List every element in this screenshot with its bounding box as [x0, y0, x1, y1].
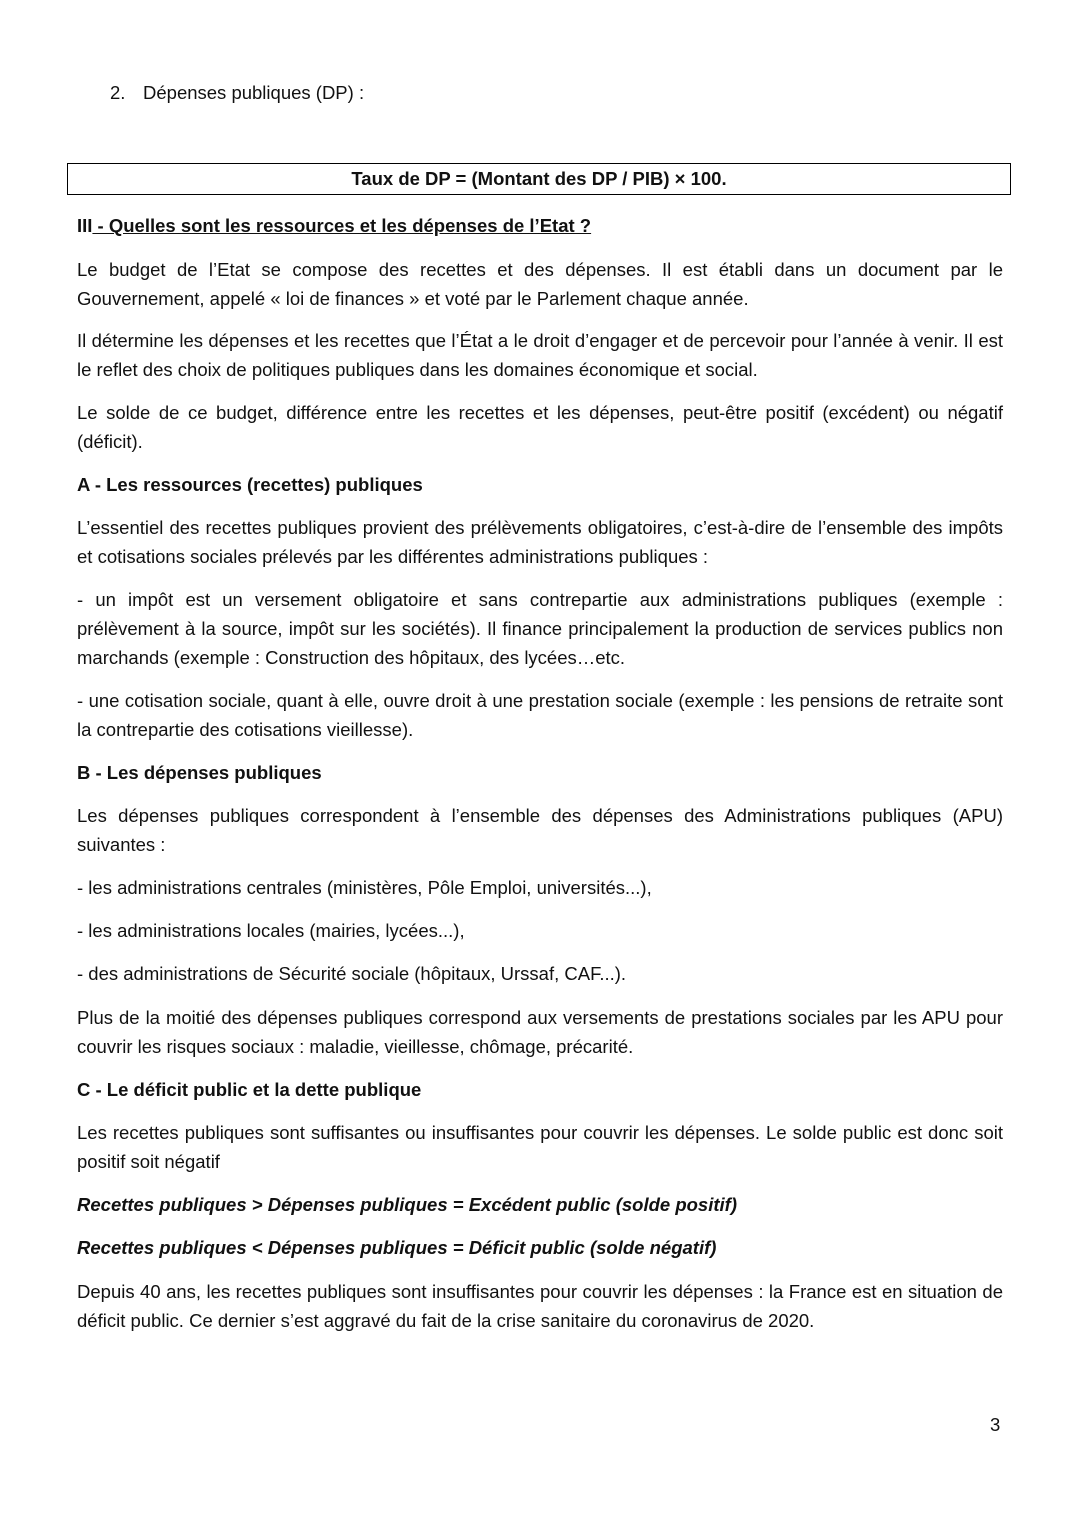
section-a-paragraph-3: - une cotisation sociale, quant à elle, ouvre droit à une prestation sociale (exemple : les pensions de retraite sont la contrepartie des cotisations vieillesse).: [77, 690, 1003, 740]
section-c-heading: C - Le déficit public et la dette publique: [77, 1079, 422, 1100]
section-3-number: III: [77, 215, 93, 236]
section-3-paragraph-3: Le solde de ce budget, différence entre les recettes et les dépenses, peut-être positif (excédent) ou négatif (déficit).: [77, 402, 1003, 452]
formula-box: [67, 163, 1011, 195]
section-3-paragraph-1: Le budget de l’Etat se compose des recettes et des dépenses. Il est établi dans un document par le Gouvernement, appelé « loi de finances » et voté par le Parlement chaque année.: [77, 259, 1003, 309]
section-b-list-item-2: - les administrations locales (mairies, lycées...),: [77, 920, 465, 941]
section-c-equation-2: Recettes publiques < Dépenses publiques = Déficit public (solde négatif): [77, 1237, 717, 1258]
section-a-paragraph-1: L’essentiel des recettes publiques provient des prélèvements obligatoires, c’est-à-dire de l’ensemble des impôts et cotisations sociales prélevés par les différentes administrations publiques :: [77, 517, 1003, 567]
section-b-paragraph-2: Plus de la moitié des dépenses publiques correspond aux versements de prestations sociales par les APU pour couvrir les risques sociaux : maladie, vieillesse, chômage, précarité.: [77, 1007, 1003, 1057]
section-c-paragraph-2: Depuis 40 ans, les recettes publiques sont insuffisantes pour couvrir les dépenses : la France est en situation de déficit public. Ce dernier s’est aggravé du fait de la crise sanitaire du coronavirus de 2020.: [77, 1281, 1003, 1331]
section-3-paragraph-2: Il détermine les dépenses et les recettes que l’État a le droit d’engager et de percevoir pour l’année à venir. Il est le reflet des choix de politiques publiques dans les domaines économique et social.: [77, 330, 1003, 380]
section-b-paragraph-1: Les dépenses publiques correspondent à l’ensemble des dépenses des Administrations publiques (APU) suivantes :: [77, 805, 1003, 855]
section-a-paragraph-2: - un impôt est un versement obligatoire et sans contrepartie aux administrations publiques (exemple : prélèvement à la source, impôt sur les sociétés). Il finance principalement la production de services publics non marchands (exemple : Construction des hôpitaux, des lycées…etc.: [77, 589, 1003, 668]
section-3-heading: [77, 211, 1003, 240]
section-2-title: Dépenses publiques (DP) :: [143, 82, 365, 103]
section-b-list-item-3: - des administrations de Sécurité sociale (hôpitaux, Urssaf, CAF...).: [77, 963, 627, 984]
section-c-paragraph-1: Les recettes publiques sont suffisantes ou insuffisantes pour couvrir les dépenses. Le solde public est donc soit positif soit négatif: [77, 1122, 1003, 1172]
section-b-heading: B - Les dépenses publiques: [77, 762, 322, 783]
page-number: 3: [990, 1414, 1001, 1435]
formula-text: Taux de DP = (Montant des DP / PIB) × 100.: [351, 168, 727, 189]
section-b-list-item-1: - les administrations centrales (ministères, Pôle Emploi, universités...),: [77, 877, 652, 898]
section-3-title: - Quelles sont les ressources et les dépenses de l’Etat ?: [92, 215, 592, 236]
section-a-heading: A - Les ressources (recettes) publiques: [77, 474, 423, 495]
section-2-number: 2.: [110, 82, 126, 103]
section-2-heading: [110, 78, 364, 107]
section-c-equation-1: Recettes publiques > Dépenses publiques = Excédent public (solde positif): [77, 1194, 737, 1215]
